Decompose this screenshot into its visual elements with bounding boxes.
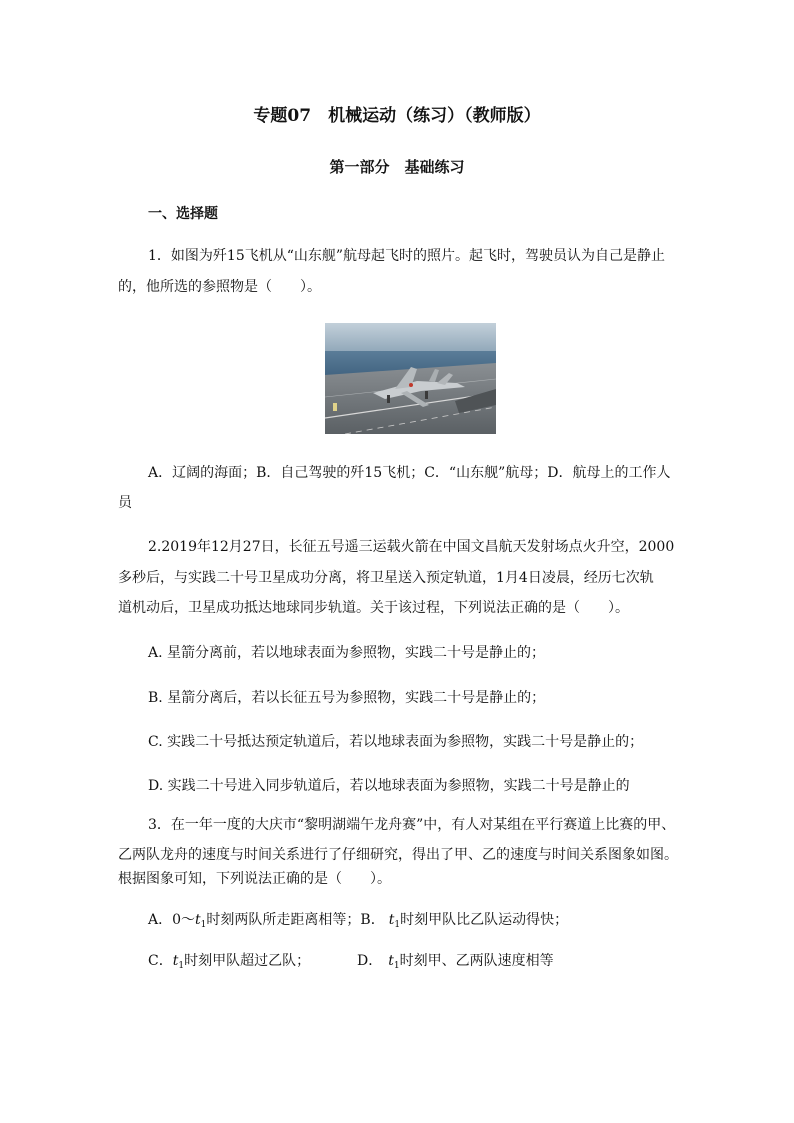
- question-1-line-1: 1．如图为歼15飞机从“山东舰”航母起飞时的照片。起飞时，驾驶员认为自己是静止: [148, 248, 666, 264]
- question-2-option-a: A. 星箭分离前，若以地球表面为参照物，实践二十号是静止的；: [148, 645, 546, 661]
- question-2-line-2: 多秒后，与实践二十号卫星成功分离，将卫星送入预定轨道，1月4日凌晨，经历七次轨: [118, 570, 654, 586]
- question-3-line-3: 根据图象可知，下列说法正确的是（ ）。: [118, 871, 391, 887]
- document-title: 专题07 机械运动（练习）（教师版）: [253, 106, 541, 126]
- question-1-options-line-2: 员: [118, 495, 132, 511]
- time-subscript: 1: [394, 920, 401, 930]
- aircraft-carrier-photo: [325, 323, 496, 434]
- question-3-line-1: 3．在一年一度的大庆市“黎明湖端午龙舟赛”中，有人对某组在平行赛道上比赛的甲、: [148, 817, 676, 833]
- option-a-suffix: 时刻两队所走距离相等；B．: [206, 912, 385, 928]
- time-subscript: 1: [393, 961, 400, 971]
- option-a-prefix: A．0～: [148, 912, 196, 928]
- question-2-line-3: 道机动后，卫星成功抵达地球同步轨道。关于该过程，下列说法正确的是（ ）。: [118, 600, 629, 616]
- time-symbol: t: [388, 953, 394, 969]
- section-heading: 一、选择题: [148, 206, 218, 222]
- part-heading: 第一部分 基础练习: [329, 158, 465, 176]
- time-symbol: t: [172, 953, 179, 969]
- time-subscript: 1: [178, 961, 185, 971]
- option-c-suffix: 时刻甲队超过乙队；: [184, 953, 311, 969]
- question-3-line-2: 乙两队龙舟的速度与时间关系进行了仔细研究，得出了甲、乙的速度与时间关系图象如图。: [118, 847, 678, 863]
- question-3-option-c: [148, 951, 310, 976]
- time-subscript: 1: [200, 920, 207, 930]
- time-symbol: t: [388, 912, 395, 928]
- question-2-line-1: 2.2019年12月27日，长征五号遥三运载火箭在中国文昌航天发射场点火升空，2000: [148, 539, 675, 555]
- question-1-options-line-1: A．辽阔的海面；B．自己驾驶的歼15飞机；C．“山东舰”航母；D．航母上的工作人: [148, 465, 671, 481]
- question-2-option-b: B. 星箭分离后，若以长征五号为参照物，实践二十号是静止的；: [148, 690, 546, 706]
- option-b-suffix: 时刻甲队比乙队运动得快；: [400, 912, 569, 928]
- time-symbol: t: [195, 912, 201, 928]
- question-3-options-a-b: [148, 910, 568, 935]
- question-2-option-d: D. 实践二十号进入同步轨道后，若以地球表面为参照物，实践二十号是静止的: [148, 778, 630, 794]
- question-2-option-c: C. 实践二十号抵达预定轨道后，若以地球表面为参照物，实践二十号是静止的；: [148, 734, 644, 750]
- option-c-prefix: C．: [148, 953, 173, 969]
- option-d-suffix: 时刻甲、乙两队速度相等: [399, 953, 554, 969]
- question-3-option-d: [357, 951, 554, 976]
- option-d-prefix: D．: [357, 953, 383, 969]
- question-1-line-2: 的，他所选的参照物是（ ）。: [118, 279, 321, 295]
